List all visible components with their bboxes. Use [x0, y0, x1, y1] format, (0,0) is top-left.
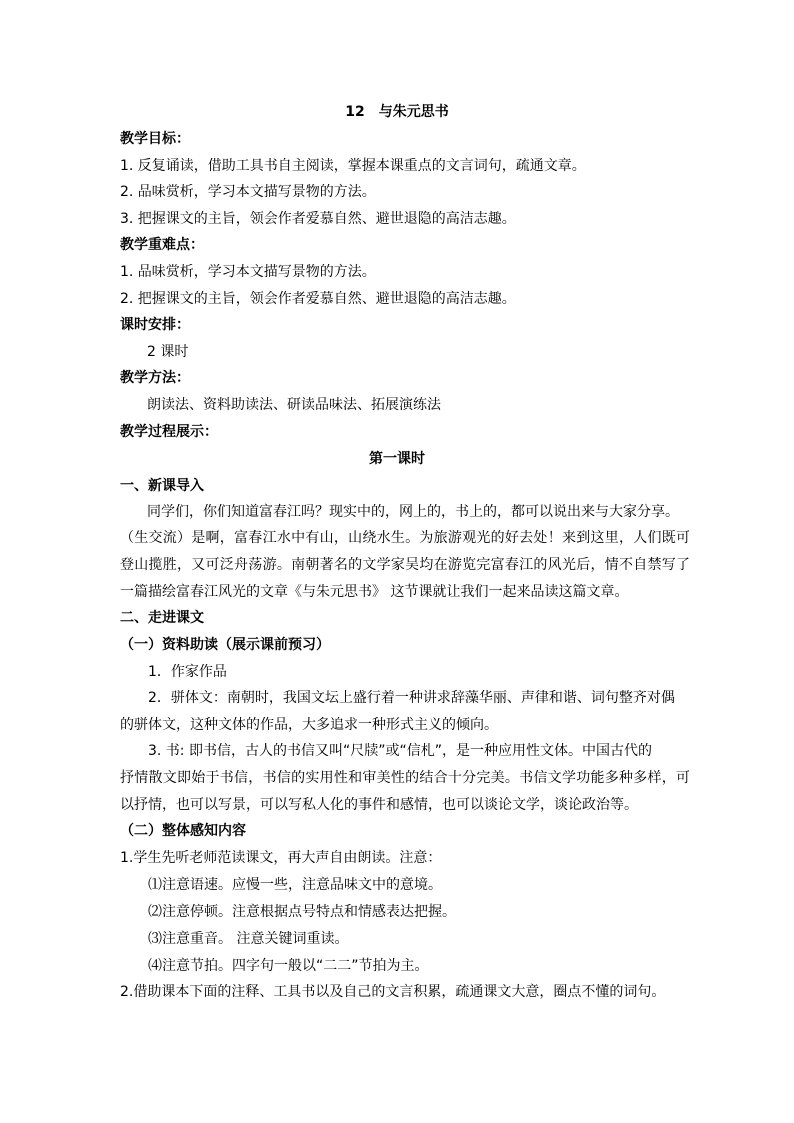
- process-heading: 教学过程展示：: [120, 424, 218, 440]
- key-points-heading: 教学重难点：: [120, 237, 204, 253]
- part1-heading: 一、新课导入: [120, 478, 204, 494]
- sub1-item-1: 1．作家作品: [148, 664, 227, 680]
- goal-item-3: 3. 把握课文的主旨，领会作者爱慕自然、避世退隐的高洁志趣。: [120, 211, 516, 227]
- part2-heading: 二、走进课文: [120, 610, 204, 626]
- goal-item-2: 2. 品味赏析，学习本文描写景物的方法。: [120, 184, 376, 200]
- goal-item-1: 1. 反复诵读，借助工具书自主阅读，掌握本课重点的文言词句，疏通文章。: [120, 158, 586, 174]
- lesson-title: 第一课时: [369, 451, 425, 467]
- intro-line-2: （生交流）是啊，富春江水中有山，山绕水生。为旅游观光的好去处！来到这里，人们既可: [120, 530, 690, 546]
- reading-item-2: 2.借助课本下面的注释、工具书以及自己的文言积累，疏通课文大意，圈点不懂的词句。: [120, 984, 666, 1000]
- sub1-item-3-line-3: 以抒情，也可以写景，可以写私人化的事件和感情，也可以谈论文学，谈论政治等。: [120, 797, 638, 813]
- sub1-item-2-line-2: 的骈体文，这种文体的作品，大多追求一种形式主义的倾向。: [120, 717, 498, 733]
- sub1-item-2-line-1: 2．骈体文：南朝时，我国文坛上盛行着一种讲求辞藻华丽、声律和谐、词句整齐对偶: [148, 690, 675, 706]
- document-title: 12 与朱元思书: [345, 104, 449, 120]
- goals-heading: 教学目标：: [120, 131, 190, 147]
- intro-line-4: 一篇描绘富春江风光的文章《与朱元思书》 这节课就让我们一起来品读这篇文章。: [120, 584, 629, 600]
- methods-text: 朗读法、资料助读法、研读品味法、拓展演练法: [147, 397, 441, 413]
- intro-line-3: 登山揽胜，又可泛舟荡游。南朝著名的文学家吴均在游览完富春江的风光后，情不自禁写了: [120, 557, 690, 573]
- schedule-text: 2 课时: [147, 344, 189, 360]
- sub1-item-3-line-2: 抒情散文即始于书信，书信的实用性和审美性的结合十分完美。书信文学功能多种多样，可: [120, 770, 690, 786]
- key-point-item-2: 2. 把握课文的主旨，领会作者爱慕自然、避世退隐的高洁志趣。: [120, 291, 516, 307]
- sub1-item-3-line-1: 3. 书: 即书信，古人的书信又叫“尺牍”或“信札”，是一种应用性文体。中国古代的: [148, 743, 652, 759]
- key-point-item-1: 1. 品味赏析，学习本文描写景物的方法。: [120, 264, 376, 280]
- reading-note-4: ⑷注意节拍。四字句一般以“二二”节拍为主。: [148, 958, 429, 974]
- intro-line-1: 同学们，你们知道富春江吗？现实中的，网上的，书上的，都可以说出来与大家分享。: [147, 504, 679, 520]
- methods-heading: 教学方法：: [120, 370, 190, 386]
- schedule-heading: 课时安排：: [120, 317, 190, 333]
- reading-note-2: ⑵注意停顿。注意根据点号特点和情感表达把握。: [148, 904, 456, 920]
- sub2-heading: （二）整体感知内容: [120, 823, 246, 839]
- reading-note-1: ⑴注意语速。应慢一些，注意品味文中的意境。: [148, 877, 442, 893]
- reading-intro: 1.学生先听老师范读课文，再大声自由朗读。注意：: [120, 850, 442, 866]
- sub1-heading: （一）资料助读（展示课前预习）: [120, 637, 330, 653]
- reading-note-3: ⑶注意重音。 注意关键词重读。: [148, 931, 349, 947]
